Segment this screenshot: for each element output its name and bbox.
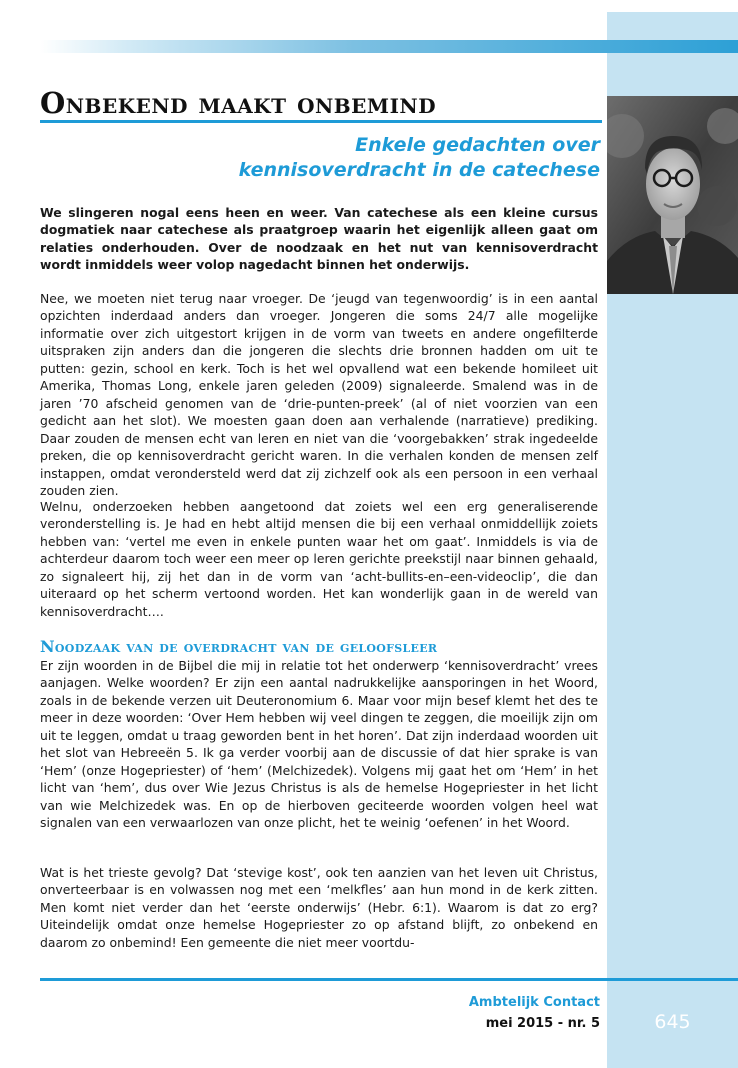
page-number: 645 xyxy=(654,1011,691,1033)
subtitle-line-2: kennisoverdracht in de catechese xyxy=(238,159,600,181)
article-subtitle xyxy=(239,133,600,183)
intro-paragraph: We slingeren nogal eens heen en weer. Van catechese als een kleine cursus dogmatiek naar catechese als praatgroep waarin het eigenlijk alleen gaat om relaties onderhouden. Over de noodzaak en het nut van kennisoverdracht wordt inmiddels weer volop nagedacht binnen het onderwijs. xyxy=(40,205,598,273)
title-underline xyxy=(40,120,602,123)
author-photo xyxy=(607,96,738,294)
body-paragraph-3: Er zijn woorden in de Bijbel die mij in relatie tot het onderwerp ‘kennisoverdracht’ vrees aanjagen. Welke woorden? Er zijn een aantal nadrukkelijke aansporingen in het Woord, zoals in de bekende verzen uit Deuteronomium 6. Maar voor mijn besef klemt het des te meer in deze woorden: ‘Over Hem hebben wij veel dingen te zeggen, die moeilijk zijn om uit te leggen, omdat u traag geworden bent in het horen’. Dat zijn inderdaad woorden uit het slot van Hebreeën 5. Ik ga verder voorbij aan de discussie of dat hier sprake is van ‘Hem’ (onze Hogepriester) of ‘hem’ (Melchizedek). Volgens mij gaat het om ‘Hem’ in het licht van ‘hem’, dus over Wie Jezus Christus is als de hemelse Hogepriester in het licht van wie Melchizedek was. En op de hierboven geciteerde woorden volgen heel wat signalen van een verwaarlozen van onze plicht, het te weinig ‘oefenen’ in het Woord. xyxy=(40,658,598,831)
header-gradient-bar xyxy=(40,40,738,53)
footer-rule xyxy=(40,978,738,981)
section-heading: Noodzaak van de overdracht van de geloofsleer xyxy=(40,637,438,656)
issue-info: mei 2015 - nr. 5 xyxy=(485,1016,600,1031)
article-title: Onbekend maakt onbemind xyxy=(40,86,437,120)
body-paragraph-4: Wat is het trieste gevolg? Dat ‘stevige kost’, ook ten aanzien van het leven uit Christus, onverteerbaar is en volwassen nog met een ‘melkfles’ aan hun mond in de kerk zitten. Men komt niet verder dan het ‘eerste onderwijs’ (Hebr. 6:1). Waarom is dat zo erg? Uiteindelijk omdat onze hemelse Hogepriester zo op afstand blijft, zo onbekend en daarom zo onbemind! Een gemeente die niet meer voortdu- xyxy=(40,865,598,950)
body-paragraph-1: Nee, we moeten niet terug naar vroeger. De ‘jeugd van tegenwoordig’ is in een aantal opzichten inderdaad anders dan vroeger. Jongeren die soms 24/7 alle mogelijke informatie over zich uitgestort krijgen in de vorm van tweets en andere ongefilterde uitspraken zijn anders dan die jongeren die slechts drie bronnen hadden om uit te putten: gezin, school en kerk. Toch is het wel opvallend wat een bekende homileet uit Amerika, Thomas Long, enkele jaren geleden (2009) signaleerde. Smalend was in de jaren ’70 afscheid genomen van de ‘drie-punten-preek’ (al of niet voorzien van een gedicht aan het slot). We moesten gaan doen aan verhalende (narratieve) prediking. Daar zouden de mensen echt van leren en niet van die ‘voorgebakken’ strak ingedeelde preken, die op kennisoverdracht gericht waren. In die verhalen konden de mensen zelf instappen, omdat verondersteld werd dat zij zichzelf ook als een persoon in een verhaal zouden zien. xyxy=(40,291,598,498)
subtitle-line-1: Enkele gedachten over xyxy=(355,134,600,156)
magazine-name: Ambtelijk Contact xyxy=(468,995,600,1010)
body-paragraph-2: Welnu, onderzoeken hebben aangetoond dat zoiets wel een erg generaliserende veronderstelling is. Je had en hebt altijd mensen die bij een verhaal onmiddellijk zoiets hebben van: ‘vertel me even in enkele punten waar het om gaat’. Inmiddels is via de achterdeur daarom toch weer een meer op leren gerichte preekstijl naar binnen gehaald, zo signaleert hij, zij het dan in de vorm van ‘acht-bullits-en–een-videoclip’, die dan uiteraard op het scherm vertoond worden. Het kan wonderlijk gaan in de wereld van kennisoverdracht…. xyxy=(40,499,598,619)
